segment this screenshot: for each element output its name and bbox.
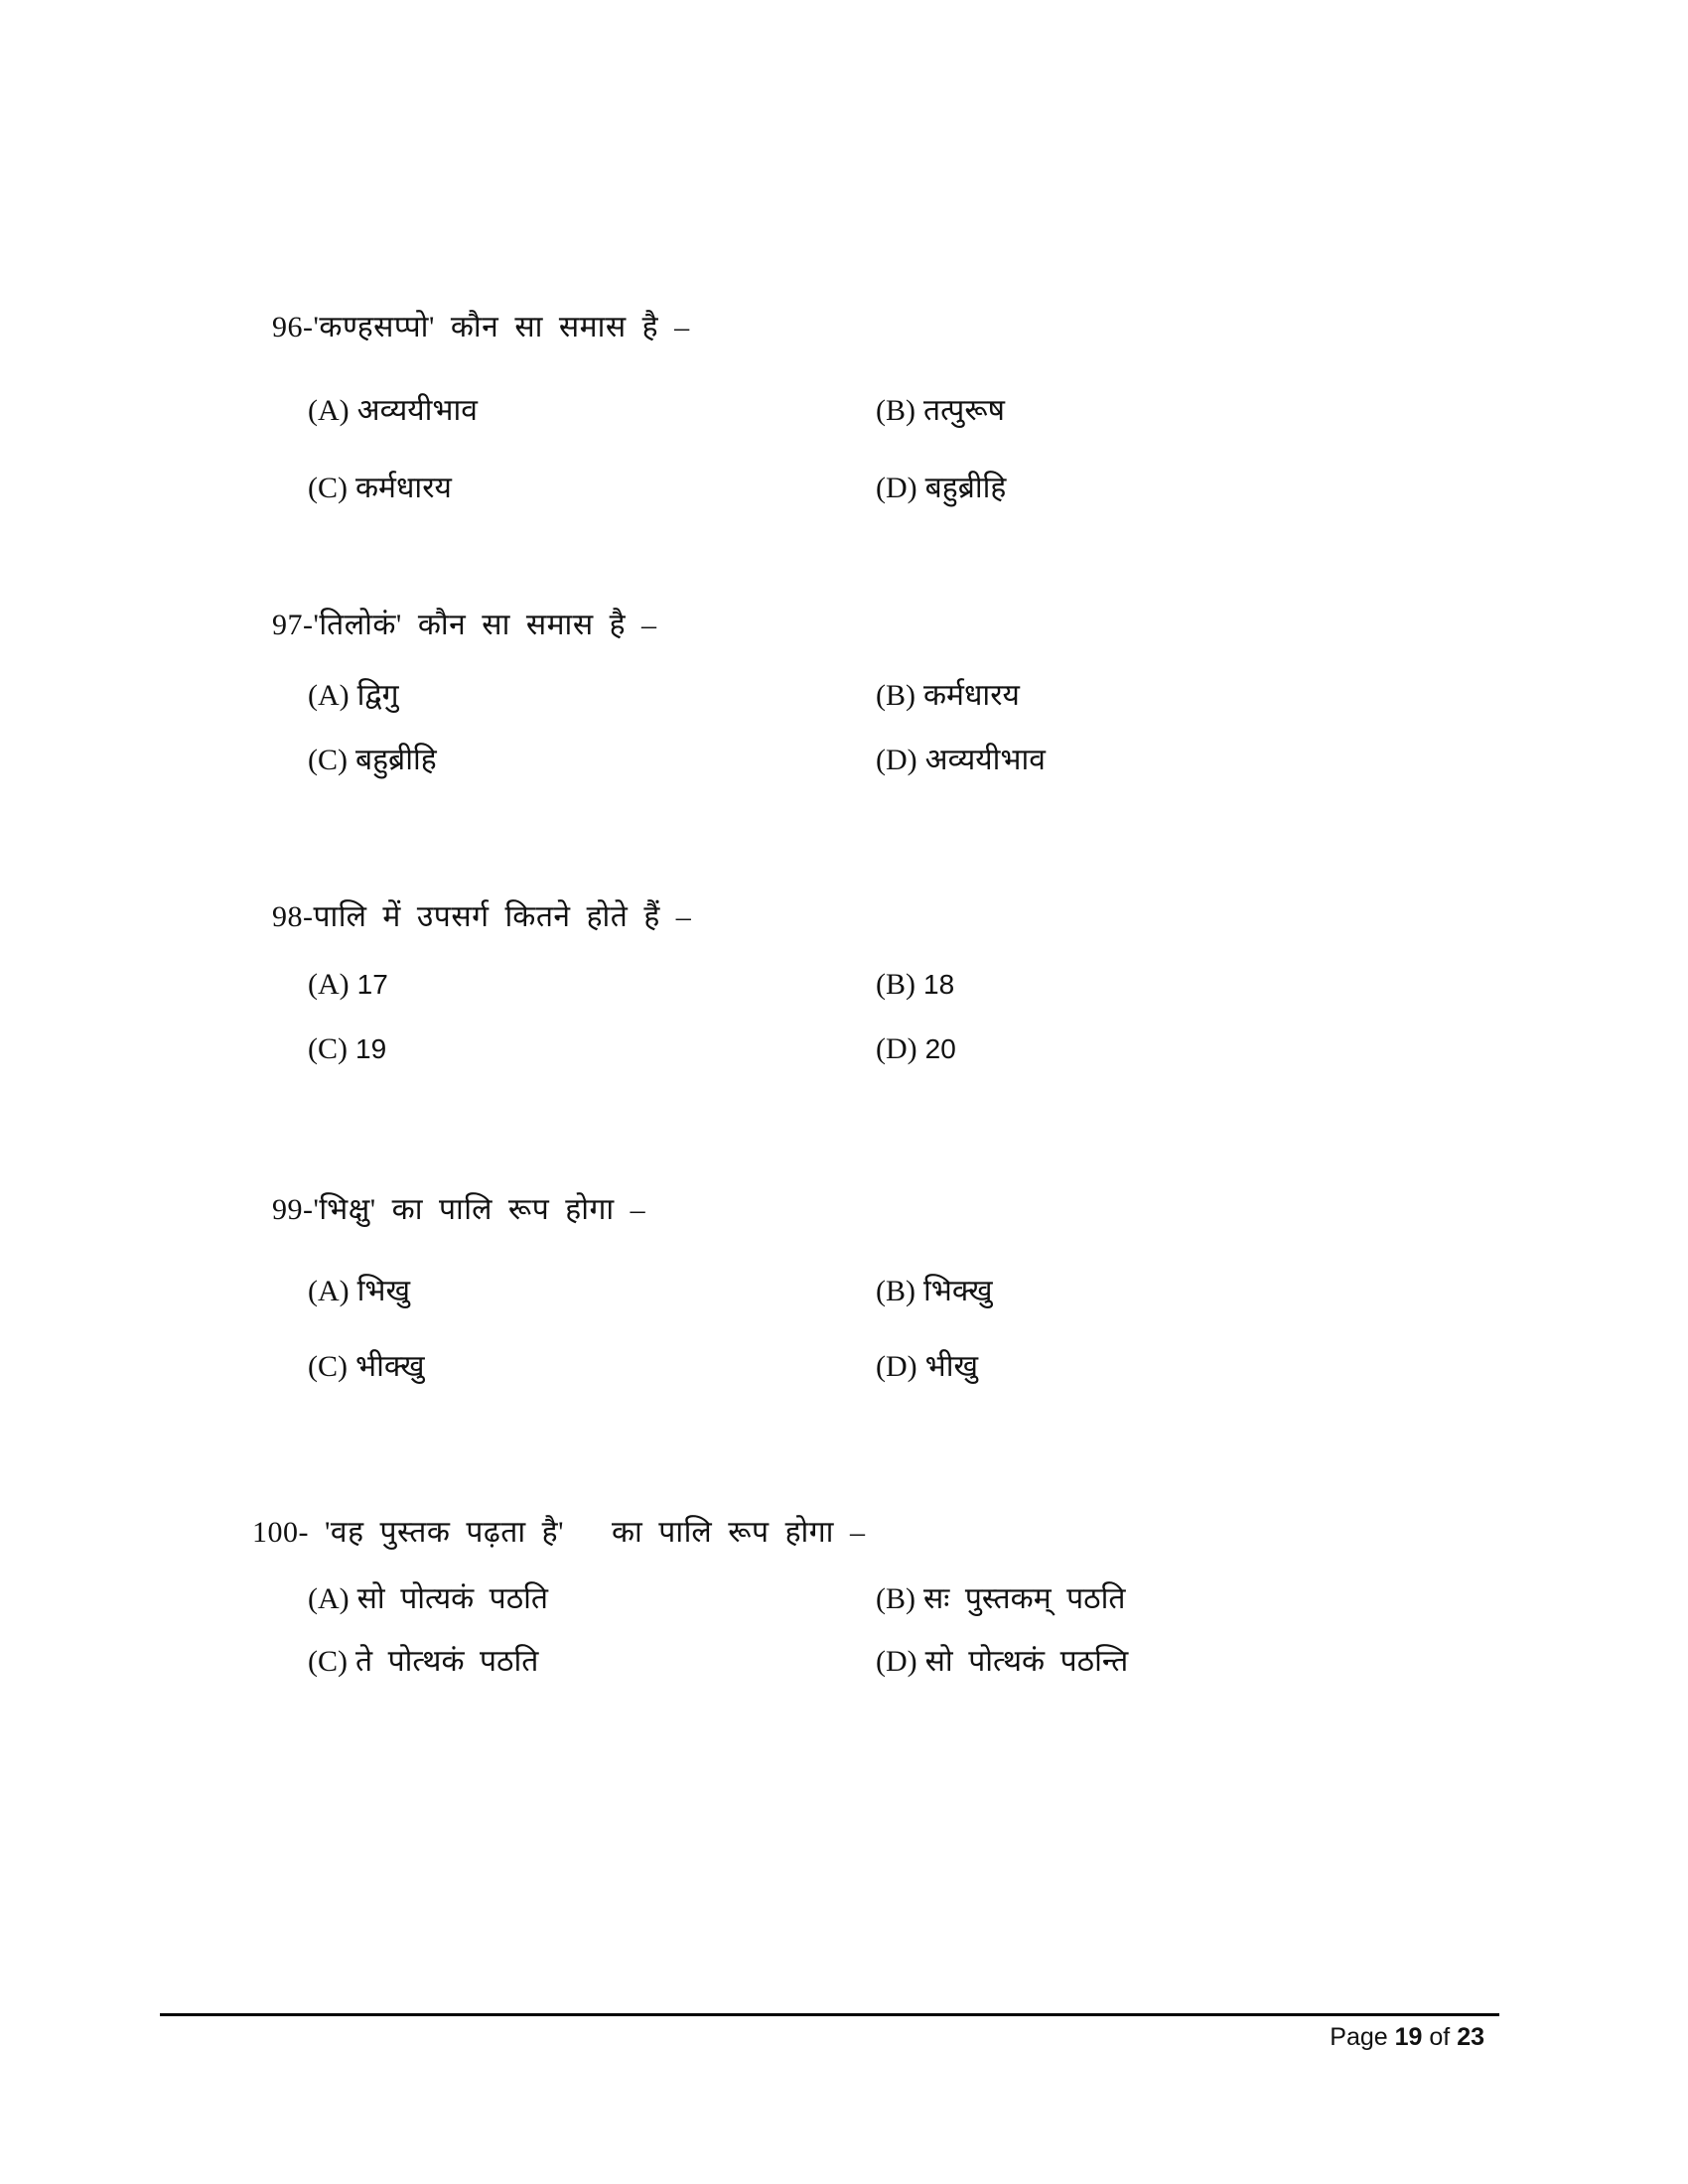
question-text: 'वह पुस्तक पढ़ता है' का पालि रूप होगा – xyxy=(309,1516,866,1549)
option-label: (C) xyxy=(308,1350,348,1383)
total-pages: 23 xyxy=(1457,2023,1484,2051)
option-label: (D) xyxy=(876,472,917,504)
option-value: ते पोत्थकं पठति xyxy=(355,1645,539,1678)
option-value: सो पोत्थकं पठन्ति xyxy=(924,1645,1129,1678)
question-96 xyxy=(256,274,690,345)
option-value: कर्मधारय xyxy=(923,679,1020,712)
question-100 xyxy=(236,1479,865,1551)
option-label: (D) xyxy=(876,1350,917,1383)
question-97 xyxy=(256,572,657,643)
option-value: बहुब्रीहि xyxy=(355,744,437,776)
option-100-d xyxy=(861,1608,1128,1680)
option-96-c xyxy=(293,435,452,506)
option-label: (A) xyxy=(308,968,350,1001)
option-label: (C) xyxy=(308,744,348,776)
option-97-b xyxy=(861,642,1020,714)
option-value: द्विगु xyxy=(356,679,399,712)
option-label: (B) xyxy=(876,968,915,1001)
option-label: (B) xyxy=(876,1582,915,1615)
option-98-b xyxy=(861,931,954,1003)
option-value: अव्ययीभाव xyxy=(924,744,1046,776)
option-99-d xyxy=(861,1313,978,1385)
current-page: 19 xyxy=(1394,2023,1423,2051)
option-value: 20 xyxy=(924,1033,956,1064)
option-label: (A) xyxy=(308,1582,350,1615)
option-98-d xyxy=(861,996,956,1067)
option-98-a xyxy=(293,931,388,1003)
option-label: (C) xyxy=(308,1032,348,1065)
option-label: (D) xyxy=(876,744,917,776)
option-label: (B) xyxy=(876,394,915,427)
option-label: (B) xyxy=(876,1275,915,1307)
question-99 xyxy=(256,1157,645,1228)
question-number: 97- xyxy=(272,609,314,641)
option-100-b xyxy=(861,1546,1125,1617)
option-96-d xyxy=(861,435,1006,506)
page-of: of xyxy=(1422,2023,1458,2051)
page-number xyxy=(1330,2021,1484,2053)
question-text: 'भिक्षु' का पालि रूप होगा – xyxy=(313,1193,646,1226)
option-label: (A) xyxy=(308,1275,350,1307)
option-label: (A) xyxy=(308,679,350,712)
option-label: (C) xyxy=(308,472,348,504)
question-text: 'तिलोकं' कौन सा समास है – xyxy=(313,609,657,641)
option-value: बहुब्रीहि xyxy=(924,472,1007,504)
option-98-c xyxy=(293,996,386,1067)
option-100-a xyxy=(293,1546,548,1617)
option-value: भीखु xyxy=(924,1350,979,1383)
option-97-c xyxy=(293,707,437,778)
option-96-b xyxy=(861,357,1005,429)
question-number: 98- xyxy=(272,900,314,933)
option-100-c xyxy=(293,1608,538,1680)
question-98 xyxy=(256,864,691,935)
option-label: (C) xyxy=(308,1645,348,1678)
option-label: (D) xyxy=(876,1645,917,1678)
question-number: 96- xyxy=(272,311,314,343)
option-99-b xyxy=(861,1238,993,1309)
option-label: (D) xyxy=(876,1032,917,1065)
option-99-a xyxy=(293,1238,410,1309)
option-value: 17 xyxy=(356,969,388,1000)
option-value: भीक्खु xyxy=(355,1350,425,1383)
option-label: (B) xyxy=(876,679,915,712)
option-value: सः पुस्तकम् पठति xyxy=(923,1582,1126,1615)
option-97-d xyxy=(861,707,1046,778)
page-prefix: Page xyxy=(1330,2023,1395,2051)
option-value: तत्पुरूष xyxy=(923,394,1005,427)
footer-divider xyxy=(160,2013,1499,2016)
option-label: (A) xyxy=(308,394,350,427)
option-value: कर्मधारय xyxy=(355,472,452,504)
option-value: अव्ययीभाव xyxy=(356,394,478,427)
option-97-a xyxy=(293,642,399,714)
question-number: 99- xyxy=(272,1193,314,1226)
option-value: भिखु xyxy=(356,1275,411,1307)
question-text: 'कण्हसप्पो' कौन सा समास है – xyxy=(313,311,690,343)
option-value: 19 xyxy=(355,1033,387,1064)
option-96-a xyxy=(293,357,478,429)
option-value: भिक्खु xyxy=(923,1275,993,1307)
option-value: सो पोत्यकं पठति xyxy=(356,1582,548,1615)
option-99-c xyxy=(293,1313,425,1385)
question-number: 100- xyxy=(252,1516,309,1549)
option-value: 18 xyxy=(923,969,955,1000)
question-text: पालि में उपसर्ग कितने होते हैं – xyxy=(313,900,692,933)
